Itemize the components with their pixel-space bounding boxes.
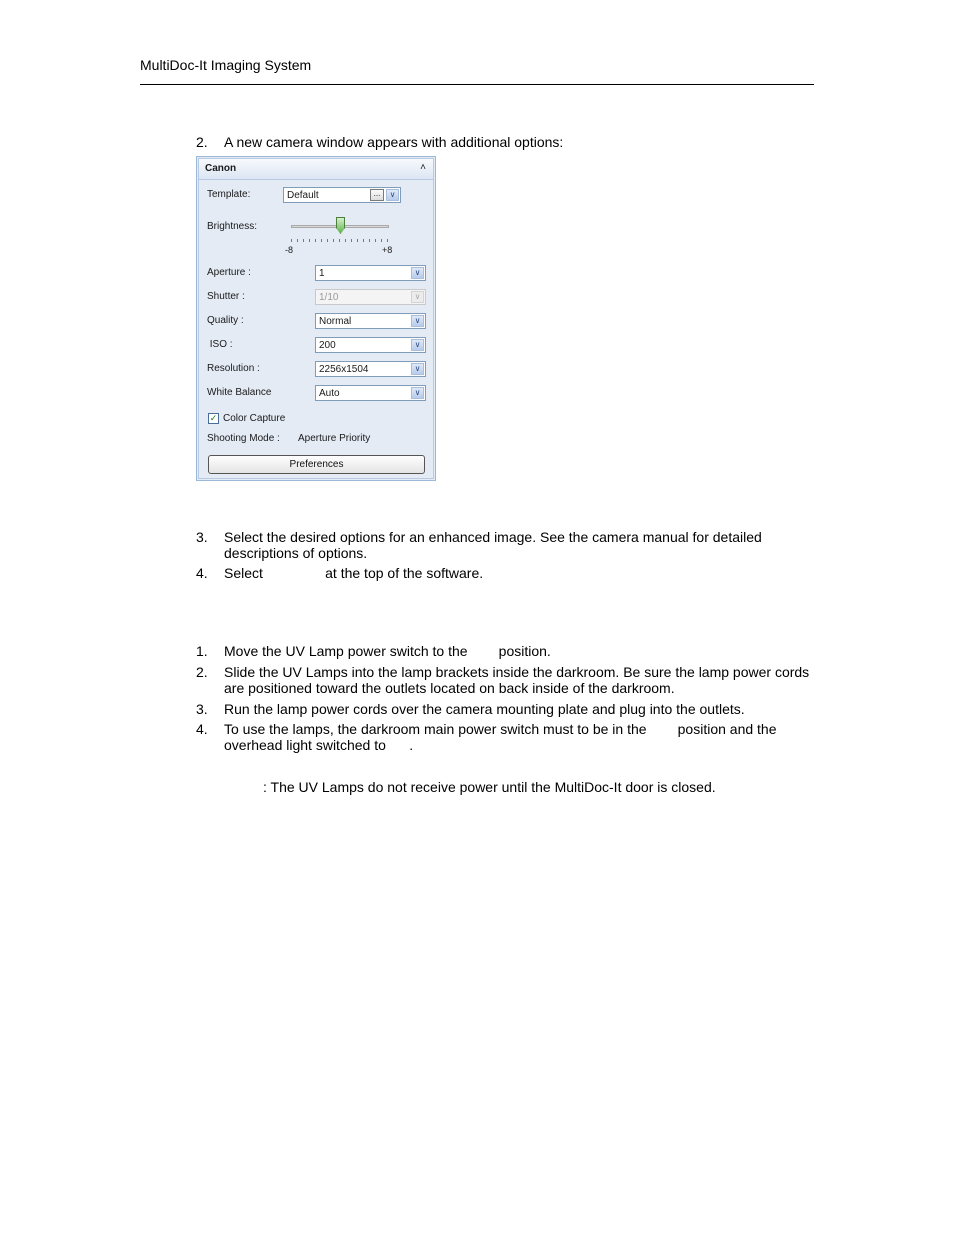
template-label: Template: [207, 189, 251, 200]
resolution-select[interactable] [315, 361, 426, 377]
template-value: Default [287, 190, 319, 201]
shooting-mode-label: Shooting Mode : [207, 433, 280, 444]
white-balance-label: White Balance [207, 387, 272, 398]
chevron-down-icon[interactable]: ∨ [386, 189, 399, 201]
shutter-label: Shutter : [207, 291, 245, 302]
aperture-select[interactable] [315, 265, 426, 281]
chevron-down-icon: ∨ [411, 291, 424, 303]
step-text: Slide the UV Lamps into the lamp brackets inside the darkroom. Be sure the lamp power cords [224, 664, 810, 680]
step-text: To use the lamps, the darkroom main power switch must to be in the position and the [224, 721, 777, 737]
white-balance-value: Auto [319, 388, 340, 399]
step-number: 2. [196, 134, 208, 150]
template-select[interactable] [283, 187, 401, 203]
header-title: MultiDoc-It Imaging System [140, 57, 312, 73]
iso-label: ISO : [207, 339, 233, 350]
shooting-mode-value: Aperture Priority [298, 433, 371, 444]
shutter-value: 1/10 [319, 292, 339, 303]
brightness-slider-thumb[interactable] [336, 217, 345, 234]
step-number: 3. [196, 701, 208, 717]
step-text: Move the UV Lamp power switch to the position. [224, 643, 551, 659]
note-text: : The UV Lamps do not receive power until the MultiDoc-It door is closed. [263, 779, 716, 795]
quality-value: Normal [319, 316, 352, 327]
brightness-label: Brightness: [207, 221, 258, 232]
step-text: Select the desired options for an enhanced image. See the camera manual for detailed [224, 529, 762, 545]
step-number: 3. [196, 529, 208, 545]
camera-panel [196, 156, 436, 481]
resolution-label: Resolution : [207, 363, 260, 374]
shutter-select [315, 289, 426, 305]
step-text: A new camera window appears with additional options: [224, 134, 564, 150]
chevron-down-icon[interactable]: ∨ [411, 315, 424, 327]
chevron-down-icon[interactable]: ∨ [411, 363, 424, 375]
step-text-cont: descriptions of options. [224, 545, 368, 561]
step-number: 2. [196, 664, 208, 680]
step-number: 1. [196, 643, 208, 659]
step-text-cont: overhead light switched to . [224, 737, 414, 753]
chevron-down-icon[interactable]: ∨ [411, 387, 424, 399]
collapse-icon[interactable]: ˄ [420, 162, 426, 173]
step-text: Run the lamp power cords over the camera mounting plate and plug into the outlets. [224, 701, 745, 717]
iso-value: 200 [319, 340, 336, 351]
chevron-down-icon[interactable]: ∨ [411, 339, 424, 351]
resolution-value: 2256x1504 [319, 364, 369, 375]
panel-title: Canon [205, 163, 237, 174]
chevron-down-icon[interactable]: ∨ [411, 267, 424, 279]
step-text: Select at the top of the software. [224, 565, 484, 581]
step-number: 4. [196, 721, 208, 737]
quality-label: Quality : [207, 315, 244, 326]
brightness-min-label: -8 [285, 245, 294, 255]
aperture-value: 1 [319, 268, 325, 279]
panel-title-bar [199, 159, 433, 180]
header-rule [140, 84, 814, 85]
white-balance-select[interactable] [315, 385, 426, 401]
preferences-button[interactable]: Preferences [208, 455, 425, 474]
color-capture-label: Color Capture [223, 413, 286, 424]
step-text-cont: are positioned toward the outlets located on back inside of the darkroom. [224, 680, 675, 696]
aperture-label: Aperture : [207, 267, 251, 278]
color-capture-checkbox[interactable]: ✓ [209, 413, 218, 423]
brightness-max-label: +8 [382, 245, 393, 255]
template-browse-button[interactable]: ... [370, 189, 384, 201]
brightness-ticks [291, 239, 389, 242]
step-number: 4. [196, 565, 208, 581]
iso-select[interactable] [315, 337, 426, 353]
quality-select[interactable] [315, 313, 426, 329]
